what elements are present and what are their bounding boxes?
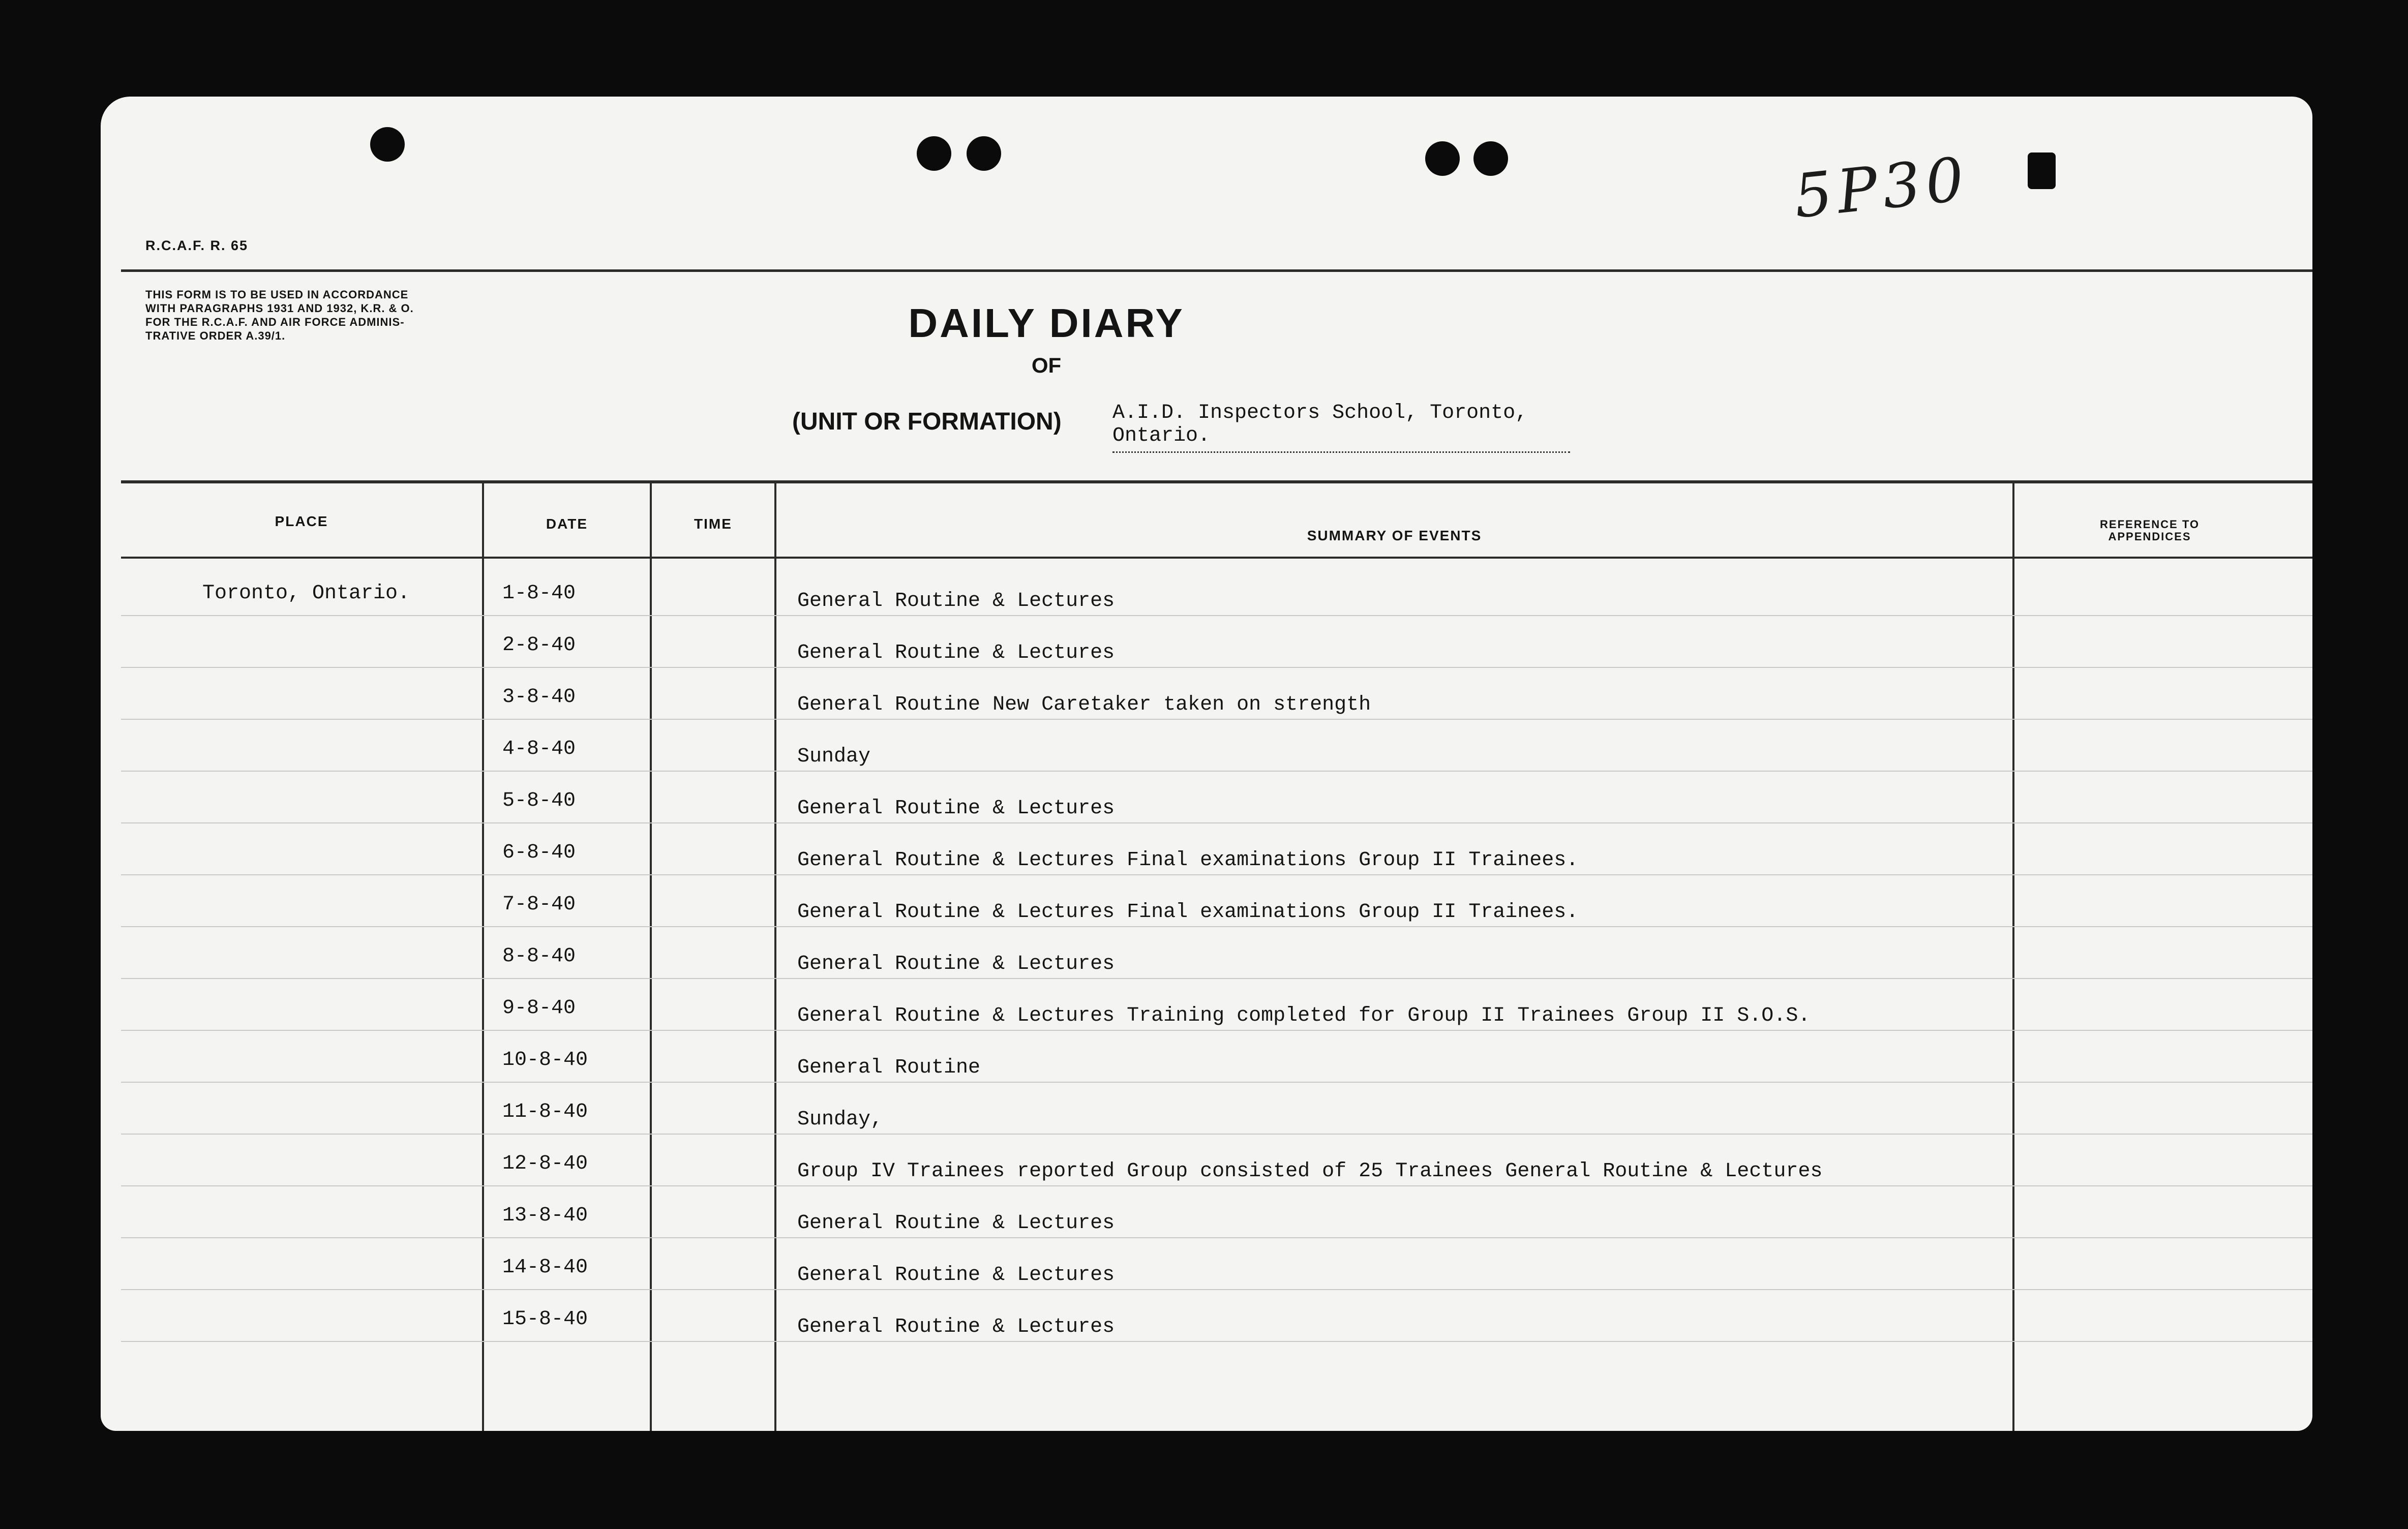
entry-date: 6-8-40	[502, 841, 576, 864]
punch-hole	[967, 136, 1001, 171]
entry-summary: General Routine & Lectures	[797, 797, 1115, 820]
row-rule	[121, 1289, 2312, 1290]
entry-date: 11-8-40	[502, 1100, 588, 1123]
entry-summary: General Routine & Lectures	[797, 1316, 1115, 1338]
entry-summary: General Routine	[797, 1056, 981, 1079]
top-rule	[121, 269, 2312, 272]
entry-date: 4-8-40	[502, 738, 576, 760]
row-rule	[121, 1134, 2312, 1135]
column-header-time: TIME	[694, 516, 732, 532]
entry-date: 7-8-40	[502, 893, 576, 916]
entry-place: Toronto, Ontario.	[202, 582, 410, 605]
entry-date: 8-8-40	[502, 945, 576, 968]
row-rule	[121, 1341, 2312, 1342]
diary-form-card	[101, 97, 2312, 1431]
title-of: OF	[1031, 353, 1062, 377]
row-rule	[121, 874, 2312, 875]
row-rule	[121, 1030, 2312, 1031]
row-rule	[121, 719, 2312, 720]
unit-label: (UNIT OR FORMATION)	[792, 408, 1062, 435]
unit-value: A.I.D. Inspectors School, Toronto, Ontario.	[1112, 402, 1570, 453]
column-header-reference: REFERENCE TO APPENDICES	[2100, 518, 2200, 543]
row-rule	[121, 822, 2312, 823]
row-rule	[121, 615, 2312, 616]
column-header-date: DATE	[546, 516, 588, 532]
entry-summary: General Routine & Lectures	[797, 1264, 1115, 1287]
entry-date: 14-8-40	[502, 1256, 588, 1279]
form-number: R.C.A.F. R. 65	[145, 238, 249, 253]
header-bottom-rule	[121, 557, 2312, 559]
entry-summary: Group IV Trainees reported Group consisted of 25 Trainees General Routine & Lectures	[797, 1160, 1823, 1183]
form-instruction-note: THIS FORM IS TO BE USED IN ACCORDANCE WITH PARAGRAPHS 1931 AND 1932, K.R. & O. FOR THE R.C.A.F. AND AIR FORCE ADMINIS- TRATIVE ORDER A.39/1.	[145, 288, 414, 342]
ink-mark	[2028, 152, 2056, 189]
table-top-rule	[121, 480, 2312, 483]
entry-summary: General Routine & Lectures	[797, 590, 1115, 613]
entry-summary: General Routine & Lectures Final examinations Group II Trainees.	[797, 849, 1579, 872]
entry-summary: General Routine & Lectures	[797, 953, 1115, 975]
entry-date: 9-8-40	[502, 997, 576, 1020]
entry-date: 2-8-40	[502, 634, 576, 657]
handwritten-reference: 5P30	[1790, 143, 1972, 232]
column-header-summary: SUMMARY OF EVENTS	[1307, 528, 1482, 543]
row-rule	[121, 1237, 2312, 1238]
entry-date: 13-8-40	[502, 1204, 588, 1227]
entry-date: 12-8-40	[502, 1152, 588, 1175]
entry-date: 15-8-40	[502, 1308, 588, 1331]
entry-date: 1-8-40	[502, 582, 576, 605]
punch-hole	[1473, 141, 1508, 176]
column-header-place: PLACE	[275, 513, 328, 529]
row-rule	[121, 1082, 2312, 1083]
punch-hole	[917, 136, 951, 171]
row-rule	[121, 978, 2312, 979]
entry-summary: Sunday	[797, 745, 871, 768]
row-rule	[121, 667, 2312, 668]
entry-date: 3-8-40	[502, 686, 576, 709]
row-rule	[121, 926, 2312, 927]
entry-summary: General Routine & Lectures	[797, 1212, 1115, 1235]
entry-date: 10-8-40	[502, 1049, 588, 1072]
entry-summary: Sunday,	[797, 1108, 883, 1131]
row-rule	[121, 1185, 2312, 1186]
page-title: DAILY DIARY	[908, 300, 1185, 346]
entry-summary: General Routine & Lectures Training completed for Group II Trainees Group II S.O.S.	[797, 1004, 1811, 1027]
entry-summary: General Routine New Caretaker taken on strength	[797, 693, 1371, 716]
punch-hole	[1425, 141, 1460, 176]
punch-hole	[370, 127, 405, 162]
entry-summary: General Routine & Lectures	[797, 641, 1115, 664]
entry-date: 5-8-40	[502, 789, 576, 812]
entry-summary: General Routine & Lectures Final examinations Group II Trainees.	[797, 901, 1579, 924]
row-rule	[121, 771, 2312, 772]
